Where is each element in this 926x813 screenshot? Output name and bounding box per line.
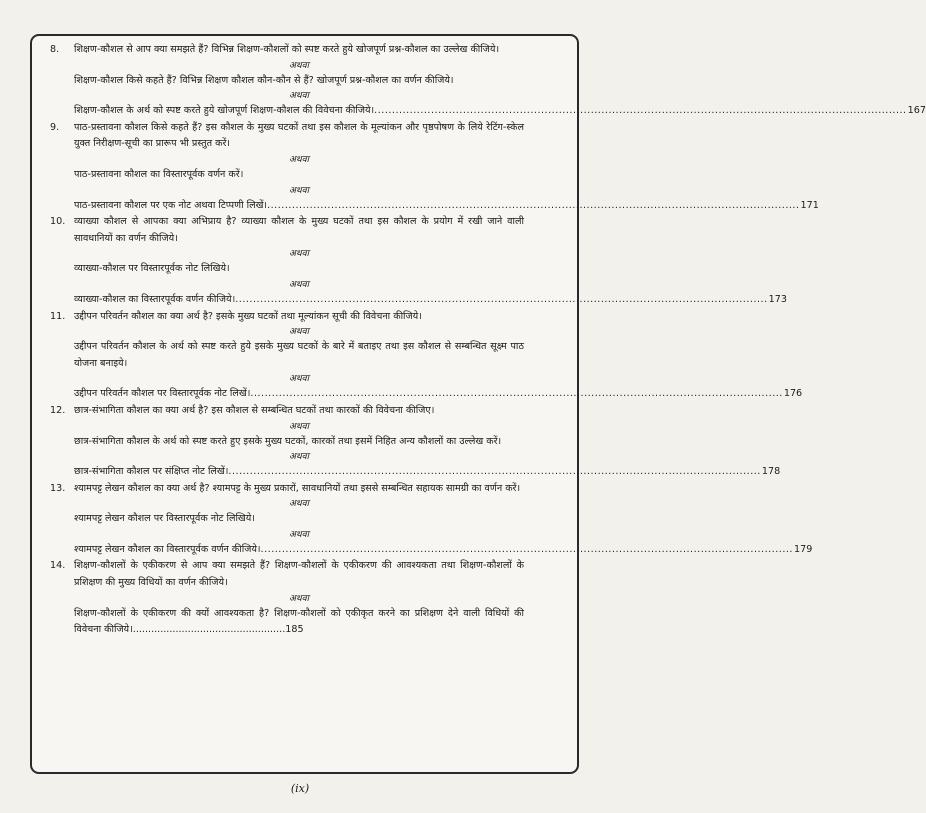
alternate-question: पाठ-प्रस्तावना कौशल का विस्तारपूर्वक वर्णन करें। [74, 168, 244, 180]
or-separator: अथवा [289, 327, 309, 338]
alternate-question: श्यामपट्ट लेखन कौशल का विस्तारपूर्वक वर्णन कीजिये। [74, 543, 261, 555]
leader-dots: ...................................................................................................................................................... [374, 105, 907, 117]
leader-line [74, 386, 803, 403]
or-separator: अथवा [289, 529, 309, 540]
question-number: 14. [50, 560, 66, 572]
leader-line [74, 292, 787, 309]
leader-line [74, 464, 781, 481]
leader-line [74, 103, 926, 120]
question-text: उद्दीपन परिवर्तन कौशल का क्या अर्थ है? इसके मुख्य घटकों तथा मूल्यांकन सूची की विवेचना कीजिये। [74, 310, 422, 322]
leader-line [74, 198, 819, 215]
question-text: श्यामपट्ट लेखन कौशल का क्या अर्थ है? श्यामपट्ट के मुख्य प्रकारों, सावधानियों तथा इससे सम्बन्धित सहायक सामग्री का वर्णन करें। [74, 482, 521, 494]
page-number: 171 [800, 199, 819, 211]
question-text: व्याख्या कौशल से आपका क्या अभिप्राय है? व्याख्या कौशल के मुख्य घटकों तथा इस कौशल के प्रयोग में रखी जाने वाली सावधानियों का वर्णन कीजिये। [74, 216, 524, 244]
alternate-question: पाठ-प्रस्तावना कौशल पर एक नोट अथवा टिप्पणी लिखें। [74, 199, 268, 211]
or-separator: अथवा [289, 154, 309, 165]
or-separator: अथवा [289, 374, 309, 385]
or-separator: अथवा [289, 185, 309, 196]
leader-dots: ...................................................................................................................................................... [228, 466, 761, 478]
alternate-question: छात्र-संभागिता कौशल पर संक्षिप्त नोट लिखें। [74, 466, 229, 478]
contents-list [50, 42, 926, 639]
or-separator: अथवा [289, 452, 309, 463]
leader-dots: .................................................. [132, 624, 286, 636]
question-13 [50, 481, 813, 559]
or-separator: अथवा [289, 60, 309, 71]
question-8 [50, 42, 926, 120]
or-separator: अथवा [289, 421, 309, 432]
page-number: 185 [285, 624, 304, 636]
question-text: शिक्षण-कौशलों के एकीकरण से आप क्या समझते हैं? शिक्षण-कौशलों के एकीकरण की आवश्यकता तथा शिक्षण-कौशलों के प्रशिक्षण की मुख्य विधियों का वर्णन कीजिये। [74, 560, 524, 589]
page-number: 167 [907, 105, 926, 117]
question-9 [50, 120, 819, 214]
or-separator: अथवा [289, 249, 309, 260]
alternate-question: व्याख्या-कौशल का विस्तारपूर्वक वर्णन कीजिये। [74, 293, 236, 305]
question-number: 11. [50, 310, 66, 322]
question-12 [50, 403, 781, 481]
alternate-question [74, 606, 524, 639]
or-separator: अथवा [289, 91, 309, 102]
page-number: 178 [761, 466, 781, 478]
alternate-question: उद्दीपन परिवर्तन कौशल के अर्थ को स्पष्ट करते हुये इसके मुख्य घटकों के बारे में बताइए तथा इस कौशल से सम्बन्धित सूक्ष्म पाठ योजना बनाइये। [74, 341, 524, 369]
leader-dots: ...................................................................................................................................................... [250, 388, 783, 400]
leader-dots: ...................................................................................................................................................... [235, 293, 768, 305]
alternate-question: उद्दीपन परिवर्तन कौशल पर विस्तारपूर्वक नोट लिखें। [74, 388, 251, 400]
alternate-question: शिक्षण-कौशल के अर्थ को स्पष्ट करते हुये खोजपूर्ण शिक्षण-कौशल की विवेचना कीजिये। [74, 105, 375, 117]
page-number: 173 [768, 293, 787, 305]
page-number: 176 [783, 388, 803, 400]
question-number: 8. [50, 44, 60, 55]
alternate-question: छात्र-संभागिता कौशल के अर्थ को स्पष्ट करते हुए इसके मुख्य घटकों, कारकों तथा इसमें निहित अन्य कौशलों का उल्लेख करें। [74, 435, 502, 447]
question-11 [50, 309, 803, 403]
question-14 [50, 558, 524, 638]
leader-line [74, 542, 813, 559]
question-number: 10. [50, 216, 66, 228]
question-text: छात्र-संभागिता कौशल का क्या अर्थ है? इस कौशल से सम्बन्धित घटकों तथा कारकों की विवेचना कीजिए। [74, 404, 435, 416]
page-footer-number: (ix) [290, 782, 310, 795]
page-number: 179 [793, 543, 813, 555]
alternate-question-text: शिक्षण-कौशलों के एकीकरण की क्यों आवश्यकता है? शिक्षण-कौशलों को एकीकृत करने का प्रशिक्षण देने वाली विधियों की विवेचना कीजिये। [74, 607, 524, 636]
question-number: 9. [50, 121, 60, 133]
or-separator: अथवा [289, 499, 309, 510]
question-number: 12. [50, 404, 66, 416]
or-separator: अथवा [289, 279, 309, 290]
or-separator: अथवा [289, 593, 309, 604]
leader-dots: ...................................................................................................................................................... [260, 543, 793, 555]
alternate-question: शिक्षण-कौशल किसे कहते हैं? विभिन्न शिक्षण कौशल कौन-कौन से हैं? खोजपूर्ण प्रश्न-कौशल का वर्णन कीजिये। [74, 74, 454, 86]
leader-dots: ...................................................................................................................................................... [267, 199, 800, 211]
question-number: 13. [50, 482, 66, 494]
alternate-question: व्याख्या-कौशल पर विस्तारपूर्वक नोट लिखिये। [74, 263, 230, 275]
alternate-question: श्यामपट्ट लेखन कौशल पर विस्तारपूर्वक नोट लिखिये। [74, 513, 255, 525]
question-text: पाठ-प्रस्तावना कौशल किसे कहते हैं? इस कौशल के मुख्य घटकों तथा इस कौशल के मूल्यांकन और पृष्ठपोषण के लिये रेटिंग-स्केल युक्त निरीक्षण-सूची का प्रारूप भी प्रस्तुत करें। [74, 121, 524, 150]
question-10 [50, 214, 787, 308]
question-text: शिक्षण-कौशल से आप क्या समझते हैं? विभिन्न शिक्षण-कौशलों को स्पष्ट करते हुये खोजपूर्ण प्रश्न-कौशल का उल्लेख कीजिये। [74, 44, 500, 55]
